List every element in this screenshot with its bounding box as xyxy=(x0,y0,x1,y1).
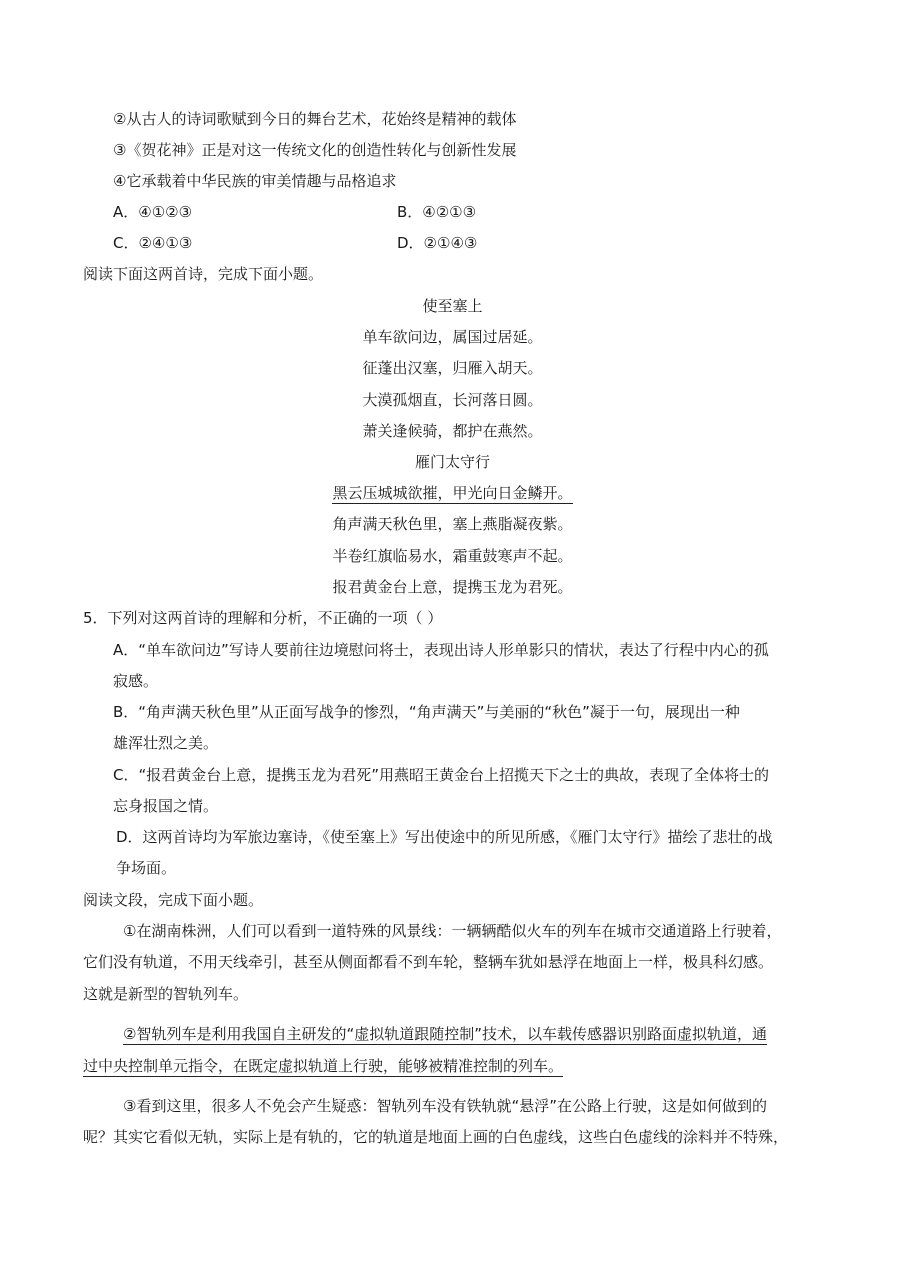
q5-option-b-cont: 雄浑壮烈之美。 xyxy=(113,734,219,752)
paragraph-1-cont: 这就是新型的智轨列车。 xyxy=(83,985,249,1003)
q4-sentence-3: ③《贺花神》正是对这一传统文化的创造性转化与创新性发展 xyxy=(113,141,517,159)
poem2-line-underlined: 黑云压城城欲摧，甲光向日金鳞开。 xyxy=(332,484,573,502)
paragraph-2-underlined: ②智轨列车是利用我国自主研发的“虚拟轨道跟随控制”技术，以车载传感器识别路面虚拟轨道，通 xyxy=(123,1025,767,1043)
paragraph-2-underlined: 过中央控制单元指令，在既定虚拟轨道上行驶，能够被精准控制的列车。 xyxy=(83,1057,564,1075)
poem1-title: 使至塞上 xyxy=(422,297,483,315)
q5-stem: 5．下列对这两首诗的理解和分析，不正确的一项（ ） xyxy=(83,609,443,627)
q5-option-a: A．“单车欲问边”写诗人要前往边境慰问将士，表现出诗人形单影只的情状，表达了行程中内心的孤 xyxy=(113,641,769,659)
paragraph-2 xyxy=(123,1024,767,1044)
passage-instructions: 阅读文段，完成下面小题。 xyxy=(83,891,264,909)
poem2-line: 角声满天秋色里，塞上燕脂凝夜紫。 xyxy=(332,515,573,533)
paragraph-1: ①在湖南株洲，人们可以看到一道特殊的风景线：一辆辆酷似火车的列车在城市交通道路上行驶着， xyxy=(123,922,782,940)
q5-option-d-cont: 争场面。 xyxy=(116,859,177,877)
poem2-title: 雁门太守行 xyxy=(414,453,490,471)
poem1-line: 萧关逢候骑，都护在燕然。 xyxy=(362,422,543,440)
q5-option-d: D．这两首诗均为军旅边塞诗，《使至塞上》写出使途中的所见所感，《雁门太守行》描绘了悲壮的战 xyxy=(116,828,773,846)
poem2-line: 报君黄金台上意，提携玉龙为君死。 xyxy=(332,578,573,596)
q4-option-c: C．②④①③ xyxy=(113,234,193,252)
q4-sentence-4: ④它承载着中华民族的审美情趣与品格追求 xyxy=(113,172,397,190)
poem1-line: 大漠孤烟直，长河落日圆。 xyxy=(362,391,543,409)
q4-sentence-2: ②从古人的诗词歌赋到今日的舞台艺术，花始终是精神的载体 xyxy=(113,110,517,128)
q5-option-c-cont: 忘身报国之情。 xyxy=(113,797,219,815)
poem1-line: 征蓬出汉塞，归雁入胡天。 xyxy=(362,359,543,377)
q5-option-b: B．“角声满天秋色里”从正面写战争的惨烈，“角声满天”与美丽的“秋色”凝于一句，展现出一种 xyxy=(113,703,740,721)
poem2-line xyxy=(0,483,905,503)
q5-option-a-cont: 寂感。 xyxy=(113,672,159,690)
paragraph-2-cont xyxy=(83,1056,563,1076)
paragraph-3-cont: 呢？其实它看似无轨，实际上是有轨的，它的轨道是地面上画的白色虚线，这些白色虚线的涂料并不特殊， xyxy=(83,1128,789,1146)
poem-instructions: 阅读下面这两首诗，完成下面小题。 xyxy=(83,265,324,283)
q4-option-d: D．②①④③ xyxy=(397,234,478,252)
q4-option-a: A．④①②③ xyxy=(113,203,193,221)
paragraph-1-cont: 它们没有轨道，不用天线牵引，甚至从侧面都看不到车轮，整辆车犹如悬浮在地面上一样，极具科幻感。 xyxy=(83,953,774,971)
poem1-line: 单车欲问边，属国过居延。 xyxy=(362,328,543,346)
q4-option-b: B．④②①③ xyxy=(397,203,477,221)
poem2-line: 半卷红旗临易水，霜重鼓寒声不起。 xyxy=(332,547,573,565)
q5-option-c: C．“报君黄金台上意，提携玉龙为君死”用燕昭王黄金台上招揽天下之士的典故，表现了全体将士的 xyxy=(113,766,770,784)
paragraph-3: ③看到这里，很多人不免会产生疑惑：智轨列车没有铁轨就“悬浮”在公路上行驶，这是如何做到的 xyxy=(123,1097,767,1115)
